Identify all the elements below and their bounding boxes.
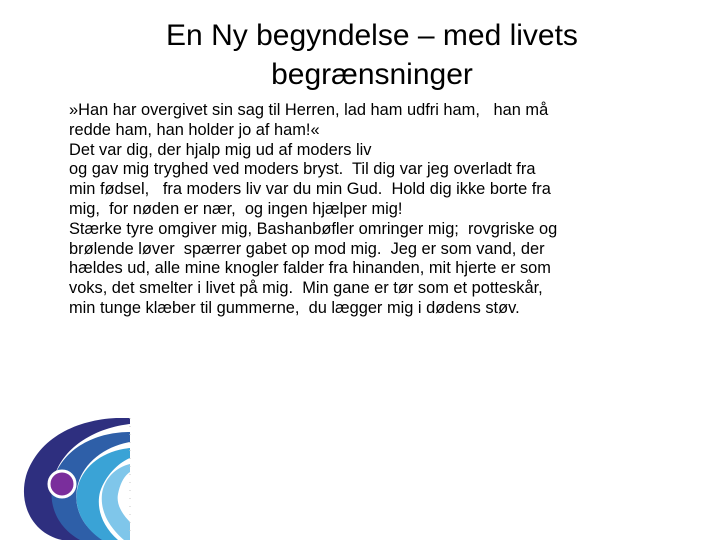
slide-title: [100, 16, 644, 94]
slide-body-text: [69, 101, 689, 319]
dotted-divider: [128, 418, 132, 536]
body-line: redde ham, han holder jo af ham!«: [69, 120, 320, 139]
body-line: »Han har overgivet sin sag til Herren, lad ham udfri ham, han må: [69, 101, 549, 119]
body-line: mig, for nøden er nær, og ingen hjælper mig!: [69, 199, 403, 218]
body-line: hældes ud, alle mine knogler falder fra hinanden, mit hjerte er som: [69, 259, 551, 278]
title-line-2: begrænsninger: [271, 58, 473, 91]
title-line-1: En Ny begyndelse – med livets: [166, 19, 578, 52]
body-line: brølende løver spærrer gabet op mod mig. Jeg er som vand, der: [69, 239, 545, 258]
body-line: voks, det smelter i livet på mig. Min gane er tør som et potteskår,: [69, 279, 543, 298]
body-line: Det var dig, der hjalp mig ud af moders liv: [69, 140, 372, 159]
body-line: Stærke tyre omgiver mig, Bashanbøfler omringer mig; rovgriske og: [69, 219, 558, 238]
body-line: min fødsel, fra moders liv var du min Gud. Hold dig ikke borte fra: [69, 180, 551, 199]
body-line: min tunge klæber til gummerne, du lægger mig i dødens støv.: [69, 298, 520, 317]
swirl-logo-icon: [18, 418, 138, 540]
body-line: og gav mig tryghed ved moders bryst. Til dig var jeg overladt fra: [69, 160, 536, 179]
